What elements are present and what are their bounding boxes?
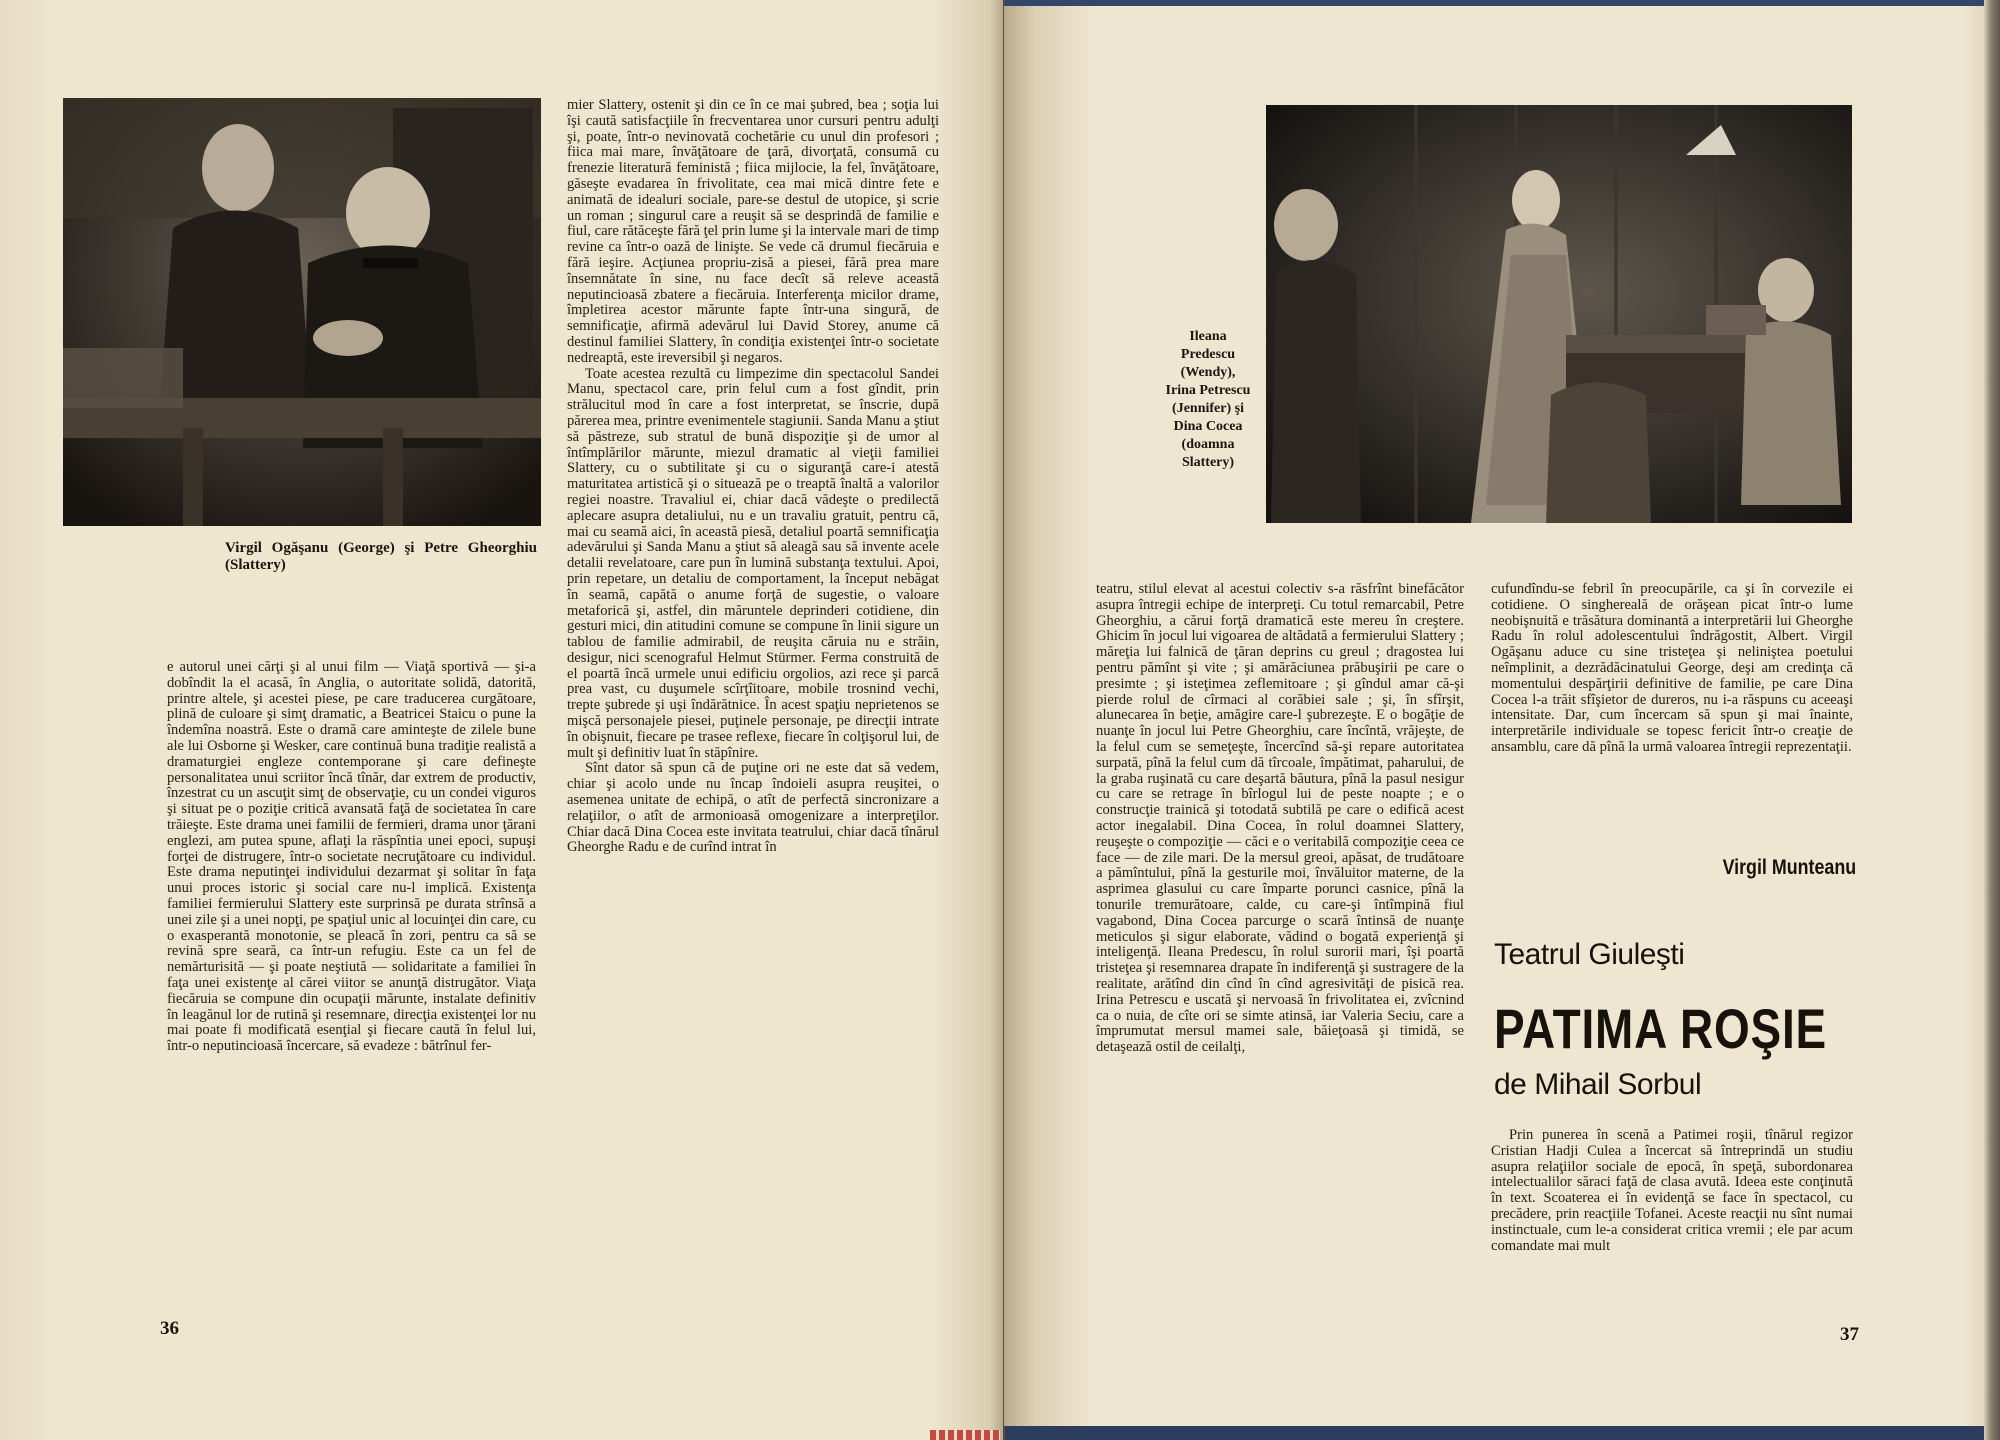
article-column-4: [1491, 582, 1853, 852]
bookbinding-mark: [930, 1430, 1000, 1440]
stage-photo-george-slattery: [63, 98, 541, 526]
paragraph: Toate acestea rezultă cu limpezime din spectacolul Sandei Manu, spectacol care, prin felul cum a fost gîndit, prin strălucitul mod în care a fost interpretat, se înscrie, după părerea mea, printre evenimentele stagiunii. Sanda Manu a ştiut să păstreze, sub stratul de bună dispoziţie şi de umor al întîmplărilor mărunte, miezul dramatic al vieţii familiei Slattery, cu o subtilitate şi cu o siguranţă care-i atestă maturitatea artistică şi o situează pe o treaptă înaltă a valorilor regiei noastre. Travaliul ei, chiar dacă vădeşte o predilectă aplecare asupra detaliului, nu e un travaliu gratuit, pentru că, mai cu seamă aici, în această piesă, detaliul poartă semnificaţia adevărului şi Sanda Manu a ştiut să aleagă sau să invente acele detalii revelatoare, care pun în lumină substanţa textului. Apoi, prin repetare, un detaliu de comportament, la început nebăgat în seamă, capătă o anume forţă de sugestie, o valoare metaforică şi, astfel, din măruntele deprinderi cotidiene, din gesturi mici, din atitudini comune se compune în linii sigure un tablou de familie admirabil, de reuşita căruia nu e străin, desigur, nici scenograful Helmut Stürmer. Ferma construită de el poartă încă urmele unui edificiu orgolios, azi rece şi parcă prea vast, cu duşumele scîrţîitoare, mobile trosnind vechi, trepte şubrede şi uşi îndărătnice. În acest spaţiu neprietenos se mişcă personajele piesei, puţinele personaje, pe direcţii intrate în obişnuit, fiecare pe trasee reflexe, fiecare în colţişorul lui, de mult şi definitiv luat în stăpînire.: [567, 365, 940, 761]
article-column-3: [1096, 582, 1464, 1327]
photo-caption-right: Ileana Predescu (Wendy), Irina Petrescu (Jennifer) şi Dina Cocea (doamna Slattery): [1165, 329, 1251, 470]
section-theatre-name: Teatrul Giuleşti: [1494, 938, 1685, 971]
page-number-right: 37: [1840, 1324, 1859, 1345]
photo-image: [63, 98, 541, 526]
book-page-edges: [1984, 0, 2000, 1440]
photo-image: [1266, 105, 1852, 523]
paragraph: cufundîndu-se febril în preocupările, ca şi în corvezile ei cotidiene. O singhereală de orăşean picat într-o lume neobişnuită e trăsătura dominantă a interpretării lui Gheorghe Radu în rolul adolescentului îndrăgostit, Albert. Virgil Ogăşanu aduce cu sine tristeţea şi neliniştea poetului neîmplinit, a dezrădăcinatului George, deşi am credinţa că momentului despărţirii definitive de familie, pe care Dina Cocea l-a trăit sfîşietor de dureros, nu i-a răspuns cu aceeaşi intensitate. Dar, cum încercam să spun şi mai înainte, interpretările individuale se topesc fericit într-o creaţie de ansamblu, care dă pînă la urmă valoarea întregii reprezentaţii.: [1491, 581, 1853, 755]
paragraph: mier Slattery, ostenit şi din ce în ce mai şubred, bea ; soţia lui îşi caută satisfacţiile în frecventarea unor cursuri pentru adulţi şi, poate, într-o nevinovată cochetărie cu unul din profesori ; fiica mai mare, învăţătoare de ţară, divorţată, consumă cu frenezie literatură feministă ; fiica mijlocie, la fel, învăţătoare, găseşte evadarea în frivolitate, cea mai mică dintre fete e animată de idealuri sociale, pare-se destul de utopice, şi scrie un roman ; singurul care a reuşit să se desprindă de familie e fiul, care rătăceşte fără ţel prin lume şi la intervale mari de timp revine ca într-o oază de linişte. Se vede că drumul fiecăruia e fără ieşire. Acţiunea propriu-zisă a piesei, fără prea mare însemnătate în sine, nu face decît să releve această neputincioasă zbatere a fiecăruia. Interferenţa micilor drame, împletirea acestor mărunte fapte într-una singură, de semnificaţie, afirmă adevărul lui David Storey, anume că destinul familiei Slattery, în condiţia existenţei într-o societate nedreaptă, este ireversibil şi negaros.: [567, 97, 939, 366]
right-page: [1004, 6, 1984, 1426]
book-cover-edge-bottom: [1004, 1424, 2000, 1440]
section-play-byline: de Mihail Sorbul: [1494, 1068, 1702, 1101]
stage-photo-wendy-jennifer-slattery: [1266, 105, 1852, 523]
paragraph: teatru, stilul elevat al acestui colectiv s-a răsfrînt binefăcător asupra întregii echipe de interpreţi. Cu totul remarcabil, Petre Gheorghiu, a cărui forţă dramatică este mereu în creştere. Ghicim în jocul lui vigoarea de altădată a fermierului Slattery ; măreţia lui falnică de ţăran deprins cu greul ; dragostea lui pentru pămînt şi vite ; şi amărăciunea prăbuşirii pe care o presimte ; şi isteţimea zeflemitoare ; şi gîndul amar că-şi pierde rolul de cîrmaci al corăbiei sale ; şi, în sfîrşit, alunecarea în beţie, amăgire care-l şubrezeşte. E o bogăţie de nuanţe în jocul lui Petre Gheorghiu, care încîntă, vrăjeşte, de la felul cum se semeţeşte, încercînd să-şi repare autoritatea surpată, pînă la felul cum dă tîrcoale, împătimat, paharului, de la graba ruşinată cu care deşartă băutura, pînă la pasul nesigur cu care se retrage în bîrlogul lui de peste noapte ; e o construcţie trainică şi totodată subtilă pe care o edifică acest actor inegalabil. Dina Cocea, în rolul doamnei Slattery, reuşeşte o compoziţie — căci e o veritabilă compoziţie ceea ce face — de zile mari. De la mersul greoi, apăsat, de trudătoare a pămîntului, pînă la gesturile moi, învăluitor materne, de la asprimea glasului cu care împarte porunci casnice, pînă la tonurile tremurătoare, calde, cu care-şi întîmpină fiul vagabond, Dina Cocea parcurge o scară întinsă de nuanţe meticulos şi sigur elaborate, vădind o bogată experienţă şi inteligenţă. Ileana Predescu, în rolul surorii mari, îşi poartă tristeţea şi resemnarea drapate în indiferenţă şi sustragere de la realitate, arătînd din cînd în cînd agresivităţi de pisică rea. Irina Petrescu e uscată şi nervoasă în frivolitatea ei, zvîcnind ca o nuia, de cîte ori se simte atinsă, iar Valeria Seciu, care a împrumutat mersul mamei sale, băieţoasă şi timidă, se detaşează ostil de ceilalţi,: [1096, 581, 1464, 1056]
article-column-1: [167, 660, 536, 1330]
article-column-5: [1491, 1128, 1853, 1328]
article-author: Virgil Munteanu: [1722, 856, 1856, 879]
paragraph: e autorul unei cărţi şi al unui film — Viaţă sportivă — şi-a dobîndit la el acasă, în Anglia, o autoritate solidă, datorită, printre altele, şi acestei piese, pe care traducerea curgătoare, plină de culoare şi simţ dramatic, a Beatricei Staicu o pune la îndemîna noastră. Este o dramă care aminteşte de zilele bune ale lui Osborne şi Wesker, care continuă buna tradiţie realistă a dramaturgiei engleze contemporane şi care defineşte personalitatea unui scriitor încă tînăr, dar extrem de productiv, înzestrat cu un ascuţit simţ de observaţie, cu un condei viguros şi situat pe o poziţie critică avansată faţă de societatea în care trăieşte. Este drama unei familii de fermieri, drama unor ţărani englezi, am putea spune, aflaţi la răspîntia unei epoci, supuşi forţei de distrugere, într-o societate necruţătoare cu individul. Este drama neputinţei individului dezarmat şi solitar în faţa unui proces istoric şi social care nu-l implică. Existenţa familiei fermierului Slattery este surprinsă pe durata strînsă a unei zile şi a unei nopţi, pe spaţiul unic al locuinţei din care, cu o exasperantă monotonie, se pleacă în zori, pentru ca să se revină spre seară, ca într-un refugiu. Este ca un fel de nemărturisită — şi poate neştiută — solidaritate a familiei în faţa unei existenţe al cărei viitor se anunţă distrugător. Viaţa fiecăruia se compune din ocupaţii mărunte, instalate definitiv în leagănul lor de rutină şi resemnare, direcţia existenţei lor nu mai poate fi modificată esenţial şi fiecare caută în felul lui, într-o neputincioasă încercare, să evadeze : bătrînul fer-: [167, 659, 536, 1055]
article-column-2: [567, 98, 939, 1318]
paragraph: Prin punerea în scenă a Patimei roşii, tînărul regizor Cristian Hadji Culea a încercat să întreprindă un studiu asupra relaţiilor sociale de epocă, în speţă, subordonarea intelectualilor săraci faţă de clasa avută. Ideea este conţinută în text. Scoaterea ei în evidenţă se face în spectacol, cu precădere, prin reacţiile Tofanei. Aceste reacţii nu sînt numai instinctuale, cum le-a considerat critica vremii ; ele par acum comandate mai mult: [1491, 1127, 1853, 1254]
page-number-left: 36: [160, 1318, 179, 1339]
paragraph: Sînt dator să spun că de puţine ori ne este dat să vedem, chiar şi acolo unde nu încap îndoieli asupra reuşitei, o asemenea unitate de echipă, o atît de perfectă sincronizare a relaţiilor, o atît de armonioasă omogenizare a interpreţilor. Chiar dacă Dina Cocea este invitata teatrului, chiar dacă tînărul Gheorghe Radu e de curînd intrat în: [567, 760, 939, 856]
photo-caption-left: Virgil Ogăşanu (George) şi Petre Gheorghiu (Slattery): [225, 540, 537, 573]
section-play-title: PATIMA ROŞIE: [1494, 997, 1827, 1060]
